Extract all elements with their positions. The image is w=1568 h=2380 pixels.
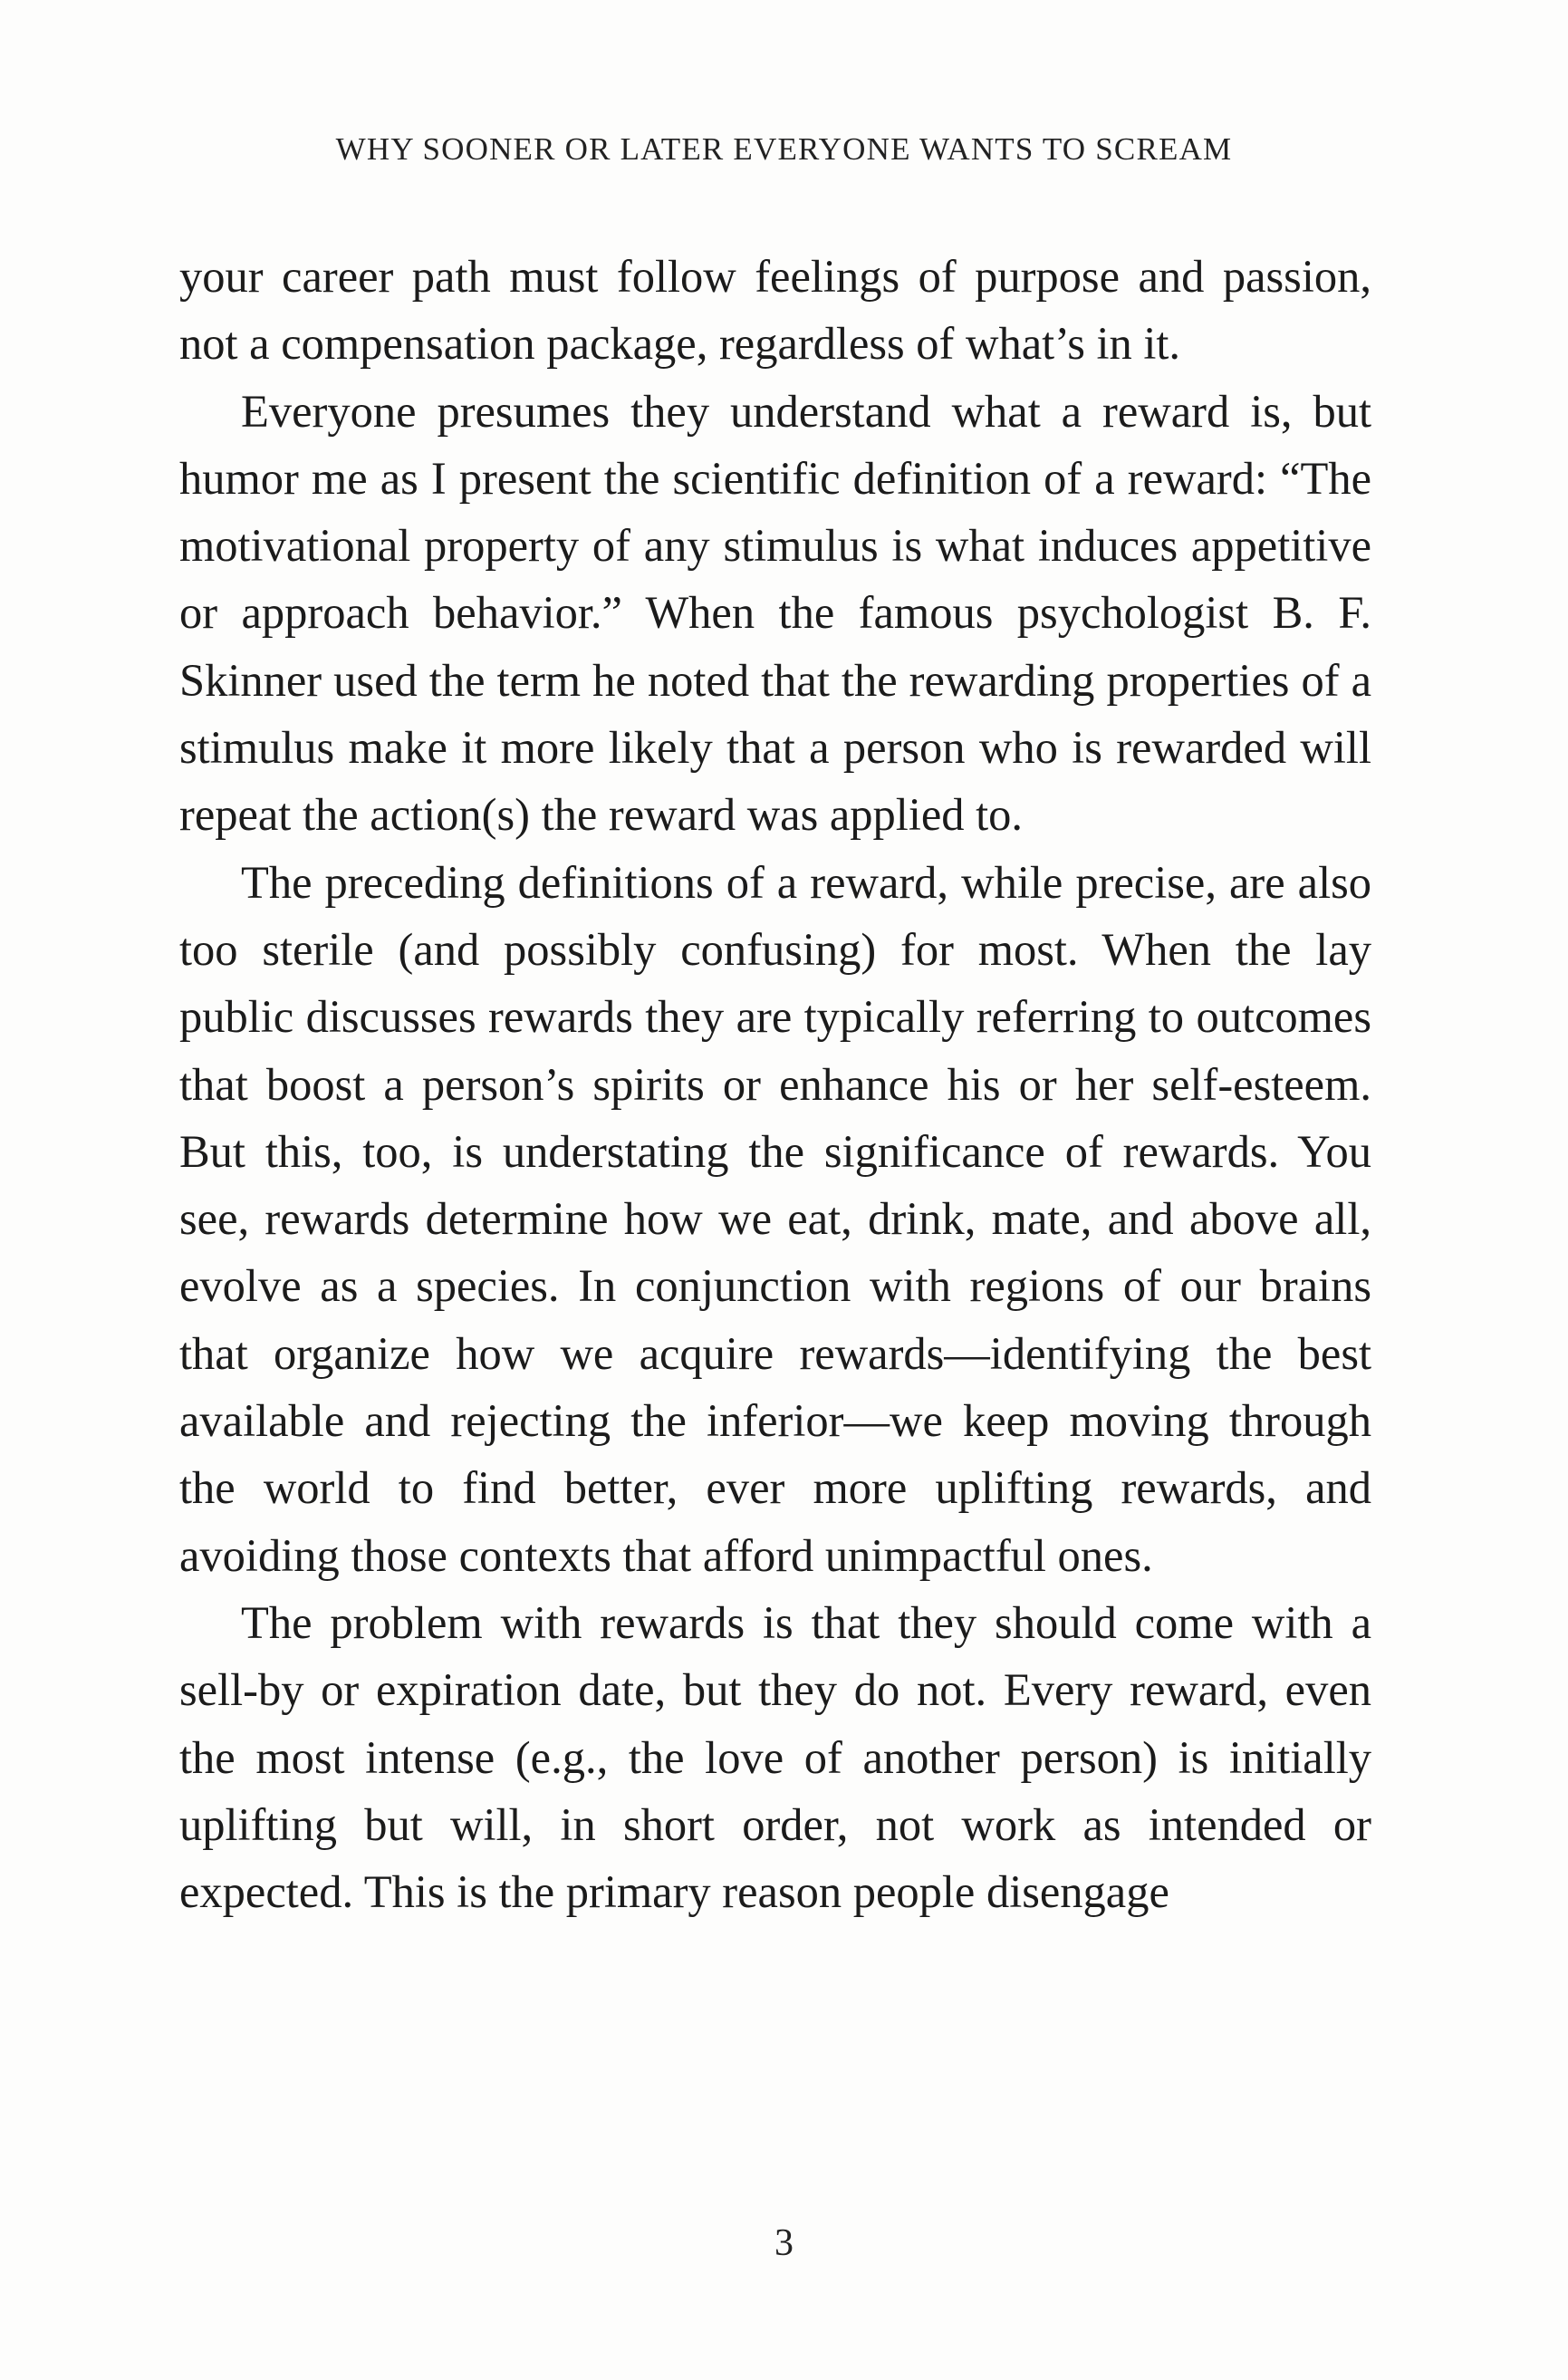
paragraph-reward-expiration: The problem with rewards is that they should come with a sell-by or expiration date, but they do not. Every reward, even the most intense (e.g., the love of another person) is initially uplifting but will, in short order, not work as intended or expected. This is the primary reason people disengage — [179, 1596, 1371, 1918]
running-head: WHY SOONER OR LATER EVERYONE WANTS TO SCREAM — [335, 131, 1233, 167]
body-text — [179, 243, 1371, 1925]
paragraph-reward-definition: Everyone presumes they understand what a reward is, but humor me as I present the scientific definition of a reward: “The motivational property of any stimulus is what induces appetitive or approach behavior.” When the famous psychologist B. F. Skinner used the term he noted that the rewarding properties of a stimulus make it more likely that a person who is rewarded will repeat the action(s) the reward was applied to. — [179, 385, 1371, 841]
page-number: 3 — [774, 2222, 794, 2264]
paragraph-reward-significance: The preceding definitions of a reward, while precise, are also too sterile (and possibly confusing) for most. When the lay public discusses rewards they are typically referring to outcomes that boost a person’s spirits or enhance his or her self-esteem. But this, too, is understating the significance of rewards. You see, rewards determine how we eat, drink, mate, and above all, evolve as a species. In conjunction with regions of our brains that organize how we acquire rewards—identifying the best available and rejecting the inferior—we keep moving through the world to find better, ever more uplifting rewards, and avoiding those contexts that afford unimpactful ones. — [179, 856, 1371, 1581]
paragraph-continuation: your career path must follow feelings of purpose and passion, not a compensation package, regardless of what’s in it. — [179, 251, 1371, 370]
